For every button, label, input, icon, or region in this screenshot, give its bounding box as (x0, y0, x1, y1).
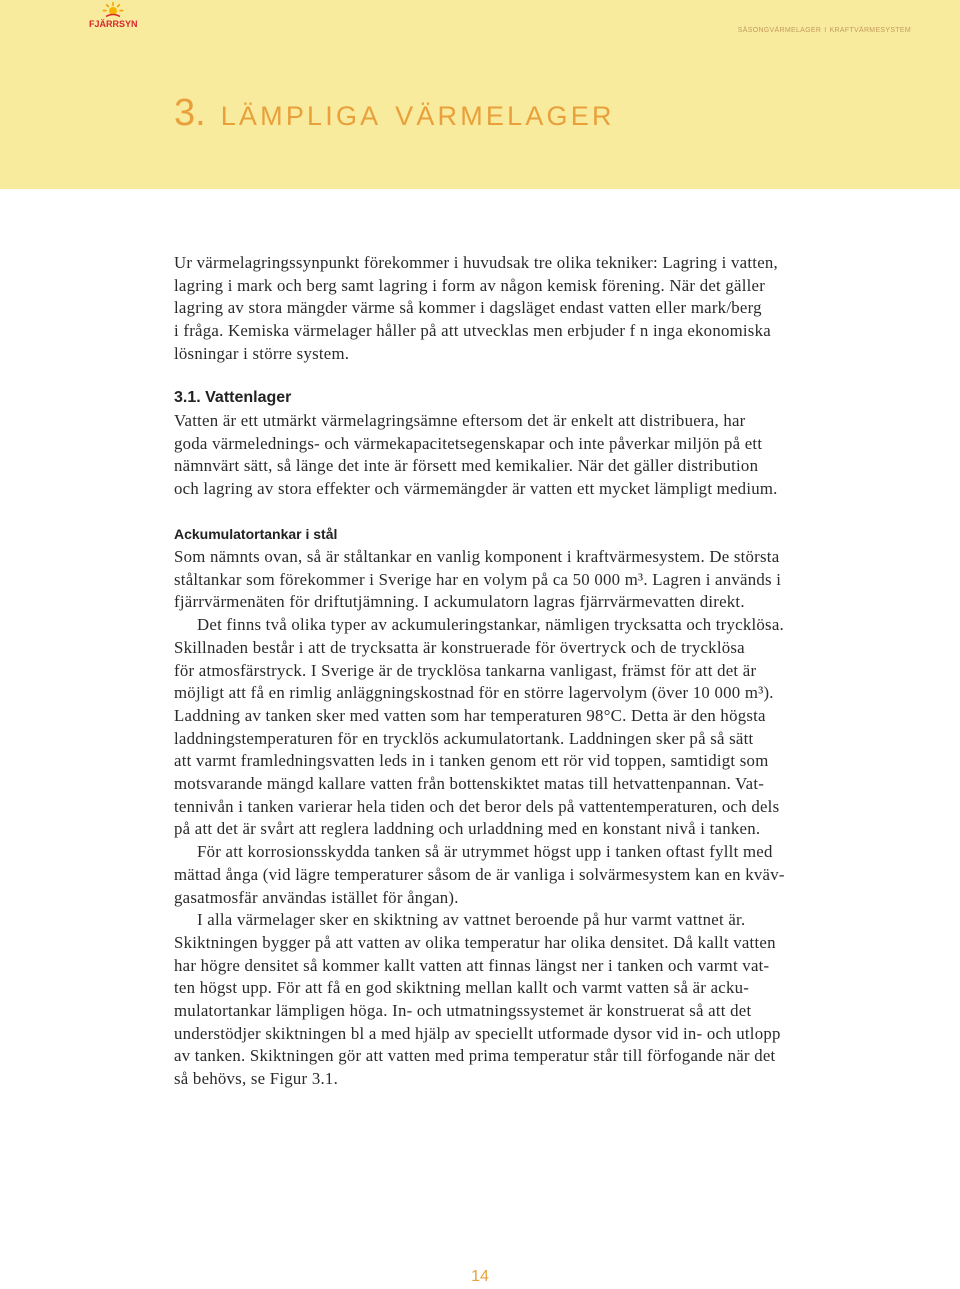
text-line: motsvarande mängd kallare vatten från bottenskiktet matas till hetvattenpannan. Vat- (174, 774, 765, 794)
text-line: av tanken. Skiktningen gör att vatten med prima temperatur står till förfogande när det (174, 1046, 776, 1066)
text-line: ståltankar som förekommer i Sverige har en volym på ca 50 000 m³. Lagren i används i (174, 569, 782, 589)
text-line: har högre densitet så kommer kallt vatten att finnas längst ner i tanken och varmt vat- (174, 955, 770, 975)
text-line: och lagring av stora effekter och värmemängder är vatten ett mycket lämpligt medium. (174, 479, 778, 499)
text-line: Ur värmelagringssynpunkt förekommer i huvudsak tre olika tekniker: Lagring i vatten, (174, 253, 778, 272)
text-line: lösningar i större system. (174, 343, 350, 363)
text-line: laddningstemperaturen för en trycklös ackumulatortank. Laddningen sker på så sätt (174, 728, 754, 748)
text-line: lagring i mark och berg samt lagring i form av någon kemisk förening. När det gäller (174, 275, 766, 295)
text-line: för atmosfärstryck. I Sverige är de trycklösa tankarna vanligast, främst för att det är (174, 660, 757, 680)
text-line: Skillnaden består i att de trycksatta är konstruerade för övertryck och de trycklösa (174, 637, 745, 657)
text-line: understödjer skiktningen bl a med hjälp av speciellt utformade dysor vid in- och utlopp (174, 1023, 781, 1043)
logo-wordmark: FJÄRRSYN (89, 19, 138, 29)
paragraph (174, 614, 786, 841)
paragraph (174, 841, 786, 909)
text-line: Vatten är ett utmärkt värmelagringsämne eftersom det är enkelt att distribuera, har (174, 411, 746, 430)
text-line: Skiktningen bygger på att vatten av olika temperatur har olika densitet. Då kallt vatten (174, 932, 776, 952)
subsection-heading: Ackumulatortankar i stål (174, 526, 338, 542)
text-line: nämnvärt sätt, så länge det inte är försett med kemikalier. När det gäller distribution (174, 456, 759, 476)
chapter-title-text: lämpliga värmelager (220, 92, 615, 134)
text-line: att varmt framledningsvatten leds in i tanken genom ett rör vid toppen, samtidigt som (174, 751, 769, 771)
fjarrsyn-logo (88, 2, 140, 30)
section-heading: 3.1. Vattenlager (174, 389, 292, 406)
page-number: 14 (471, 1268, 489, 1285)
sun-icon (100, 2, 126, 18)
chapter-number: 3. (174, 92, 206, 134)
running-header: säsongvärmelager i kraftvärmesystem (737, 24, 911, 35)
paragraph (174, 546, 786, 614)
text-line: ten högst upp. För att få en god skiktning mellan kallt och varmt vatten så är acku- (174, 978, 750, 998)
text-line: mättad ånga (vid lägre temperaturer såsom de är vanliga i solvärmesystem kan en kväv- (174, 864, 785, 884)
chapter-title (174, 94, 615, 132)
text-line: lagring av stora mängder värme så kommer i dagsläget endast vatten eller mark/berg (174, 298, 762, 318)
text-line: tennivån i tanken varierar hela tiden och det beror dels på vattentemperaturen, och dels (174, 796, 780, 816)
paragraph (174, 909, 786, 1091)
subsection-body (174, 546, 786, 1091)
section-paragraph (174, 410, 786, 501)
text-line: Det finns två olika typer av ackumuleringstankar, nämligen trycksatta och trycklösa. (197, 615, 784, 635)
text-line: För att korrosionsskydda tanken så är utrymmet högst upp i tanken oftast fyllt med (197, 842, 773, 862)
text-line: på att det är svårt att reglera laddning och urladdning med en konstant nivå i tanken. (174, 819, 761, 839)
text-line: i fråga. Kemiska värmelager håller på att utvecklas men erbjuder f n inga ekonomiska (174, 321, 771, 341)
text-line: så behövs, se Figur 3.1. (174, 1069, 339, 1089)
text-line: Som nämnts ovan, så är ståltankar en vanlig komponent i kraftvärmesystem. De största (174, 547, 780, 566)
text-line: mulatortankar lämpligen höga. In- och utmatningssystemet är konstruerat så att det (174, 1001, 752, 1021)
text-line: I alla värmelager sker en skiktning av vattnet beroende på hur varmt vattnet är. (197, 910, 746, 930)
text-line: Laddning av tanken sker med vatten som har temperaturen 98°C. Detta är den högsta (174, 705, 766, 725)
text-line: gasatmosfär användas istället för ångan). (174, 887, 459, 907)
text-line: goda värmelednings- och värmekapacitetsegenskapar och inte påverkar miljön på ett (174, 433, 763, 453)
text-line: möjligt att få en rimlig anläggningskostnad för en större lagervolym (över 10 000 m³). (174, 683, 774, 703)
text-line: fjärrvärmenäten för driftutjämning. I ackumulatorn lagras fjärrvärmevatten direkt. (174, 592, 745, 612)
intro-paragraph (174, 252, 786, 366)
